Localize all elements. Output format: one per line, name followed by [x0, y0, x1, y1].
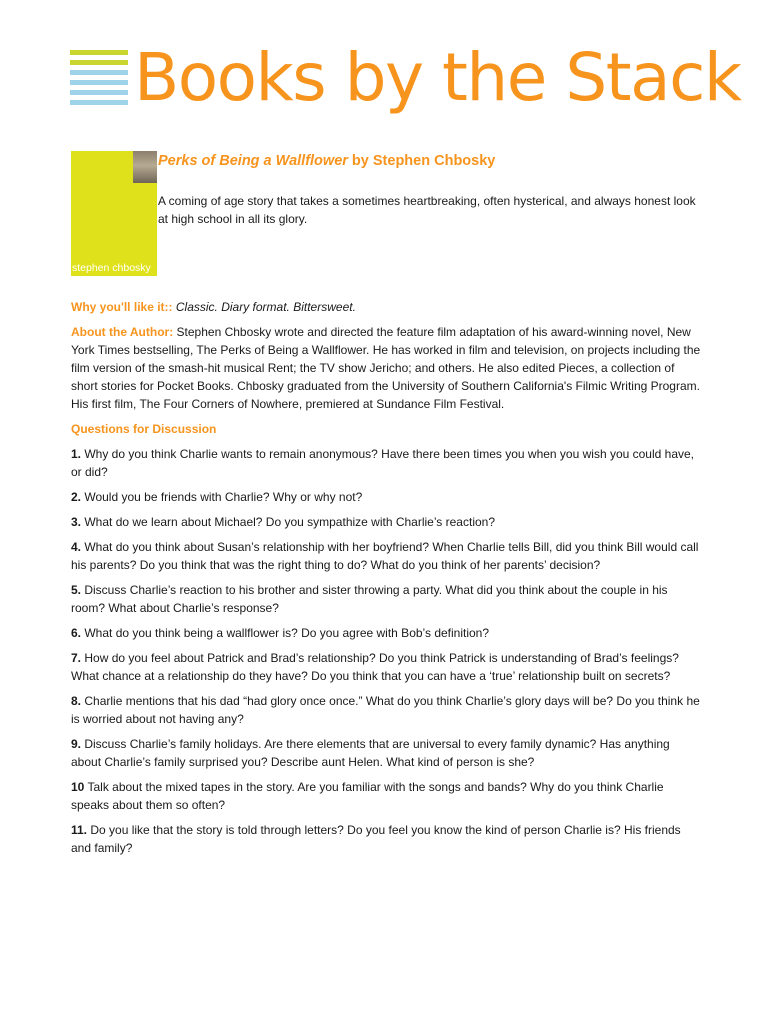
site-header [70, 38, 741, 118]
question-text: What do you think being a wallflower is? Do you agree with Bob’s definition? [81, 626, 490, 640]
question-number: 11. [71, 823, 88, 837]
question-number: 6. [71, 626, 82, 640]
logo-stripe [70, 80, 128, 85]
question-item [71, 624, 701, 642]
why-section [71, 298, 701, 316]
question-number: 4. [71, 540, 82, 554]
question-number: 10 [71, 780, 85, 794]
question-item [71, 821, 701, 857]
question-text: Talk about the mixed tapes in the story. Are you familiar with the songs and bands? Why do you think Charlie speaks about them so often? [71, 780, 664, 812]
question-number: 7. [71, 651, 82, 665]
question-number: 5. [71, 583, 82, 597]
question-text: What do you think about Susan’s relationship with her boyfriend? When Charlie tells Bill, did you think Bill would call his parents? Do you think that was the right thing to do? What do you think of her parents’ decision? [71, 540, 699, 572]
questions-heading: Questions for Discussion [71, 422, 217, 436]
why-label: Why you'll like it:: [71, 300, 173, 314]
about-section [71, 323, 701, 413]
question-text: Why do you think Charlie wants to remain anonymous? Have there been times you when you wish you could have, or did? [71, 447, 695, 479]
question-item [71, 488, 701, 506]
about-text: Stephen Chbosky wrote and directed the feature film adaptation of his award-winning novel, New York Times bestselling, The Perks of Being a Wallflower. He has worked in film and television, on projects including the film version of the smash-hit musical Rent; the TV show Jericho; and others. He also edited Pieces, a collection of short stories for Pocket Books. Chbosky graduated from the University of Southern California's Filmic Writing Program. His first film, The Four Corners of Nowhere, premiered at Sundance Film Festival. [71, 325, 701, 411]
main-content [71, 298, 701, 864]
question-number: 8. [71, 694, 82, 708]
question-text: Discuss Charlie’s reaction to his brother and sister throwing a party. What did you think about the couple in his room? What about Charlie’s response? [71, 583, 668, 615]
cover-photo [133, 151, 157, 183]
book-cover [71, 151, 157, 276]
question-item [71, 778, 701, 814]
logo-stripe [70, 60, 128, 65]
why-text: Classic. Diary format. Bittersweet. [172, 300, 356, 314]
logo-stripe [70, 100, 128, 105]
logo-stripe [70, 50, 128, 55]
question-item [71, 538, 701, 574]
book-blurb: A coming of age story that takes a sometimes heartbreaking, often hysterical, and always honest look at high school in all its glory. [158, 194, 696, 226]
question-item [71, 445, 701, 481]
question-number: 3. [71, 515, 82, 529]
question-text: What do we learn about Michael? Do you sympathize with Charlie’s reaction? [81, 515, 496, 529]
about-label: About the Author: [71, 325, 174, 339]
question-text: Discuss Charlie’s family holidays. Are there elements that are universal to every family dynamic? Has anything about Charlie’s family surprised you? Describe aunt Helen. What kind of person is she? [71, 737, 670, 769]
logo-wordmark: Books by the Stack [134, 39, 741, 116]
question-item [71, 581, 701, 617]
question-item [71, 513, 701, 531]
question-number: 2. [71, 490, 82, 504]
logo-stripes-icon [70, 50, 128, 106]
question-item [71, 692, 701, 728]
question-item [71, 735, 701, 771]
logo-stripe [70, 70, 128, 75]
book-author: by Stephen Chbosky [347, 153, 496, 169]
book-title-line [158, 153, 495, 169]
question-item [71, 649, 701, 685]
question-text: Do you like that the story is told through letters? Do you feel you know the kind of person Charlie is? His friends and family? [71, 823, 681, 855]
question-text: Charlie mentions that his dad “had glory once once.” What do you think Charlie’s glory days will be? Do you think he is worried about not having any? [71, 694, 700, 726]
cover-author-name: stephen chbosky [72, 262, 151, 274]
question-text: Would you be friends with Charlie? Why or why not? [81, 490, 363, 504]
question-number: 1. [71, 447, 82, 461]
question-number: 9. [71, 737, 82, 751]
book-title: Perks of Being a Wallflower [158, 153, 348, 169]
logo-stripe [70, 90, 128, 95]
question-text: How do you feel about Patrick and Brad’s relationship? Do you think Patrick is understanding of Brad’s feelings? What chance at a relationship do they have? Do you think that you can have a ‘true’ relationship built on secrets? [71, 651, 679, 683]
